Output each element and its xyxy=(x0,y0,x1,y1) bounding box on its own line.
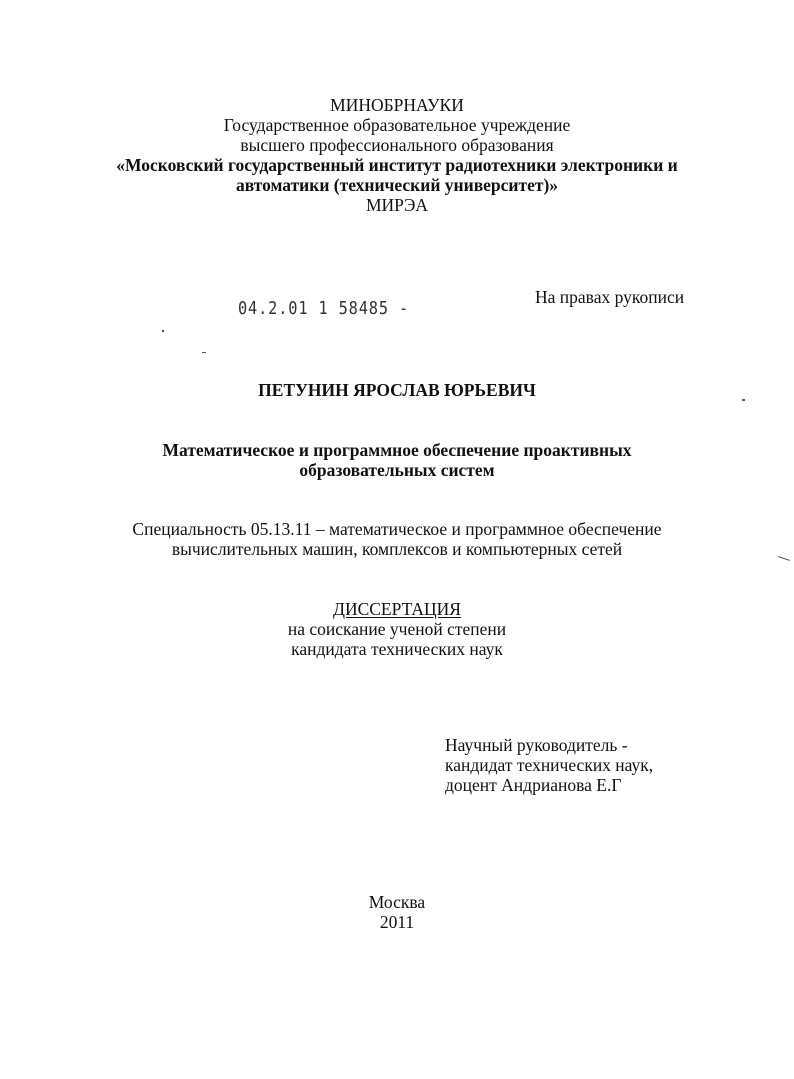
supervisor-line1: Научный руководитель - xyxy=(445,735,628,755)
institution-type-line2: высшего профессионального образования xyxy=(240,135,554,155)
degree-line2: кандидата технических наук xyxy=(291,639,503,659)
degree-line1: на соискание ученой степени xyxy=(287,619,507,639)
year: 2011 xyxy=(379,912,415,932)
supervisor-line3: доцент Андрианова Е.Г xyxy=(445,775,622,795)
institute-name-line1: «Московский государственный институт радиотехники электроники и xyxy=(116,155,678,175)
institution-type-line1: Государственное образовательное учреждение xyxy=(223,115,571,135)
dissertation-title-line1: Математическое и программное обеспечение проактивных xyxy=(162,440,632,460)
scan-speck xyxy=(742,399,745,401)
specialty-line1: Специальность 05.13.11 – математическое и программное обеспечение xyxy=(132,519,662,539)
scan-speck xyxy=(202,352,206,353)
degree-label xyxy=(0,599,794,619)
city: Москва xyxy=(368,892,426,912)
degree-label-text: ДИССЕРТАЦИЯ xyxy=(333,599,461,619)
dissertation-title-line2: образовательных систем xyxy=(299,460,495,480)
scan-speck xyxy=(162,330,164,332)
library-stamp-number: 04.2.01 1 58485 - xyxy=(238,298,410,319)
supervisor-line2: кандидат технических наук, xyxy=(445,755,654,775)
manuscript-rights-note: На правах рукописи xyxy=(535,287,685,307)
specialty-line2: вычислительных машин, комплексов и компьютерных сетей xyxy=(171,539,623,559)
author-name: ПЕТУНИН ЯРОСЛАВ ЮРЬЕВИЧ xyxy=(258,380,536,400)
institute-abbreviation: МИРЭА xyxy=(365,195,429,215)
ministry-name: МИНОБРНАУКИ xyxy=(330,95,464,115)
institute-name-line2: автоматики (технический университет)» xyxy=(235,175,559,195)
